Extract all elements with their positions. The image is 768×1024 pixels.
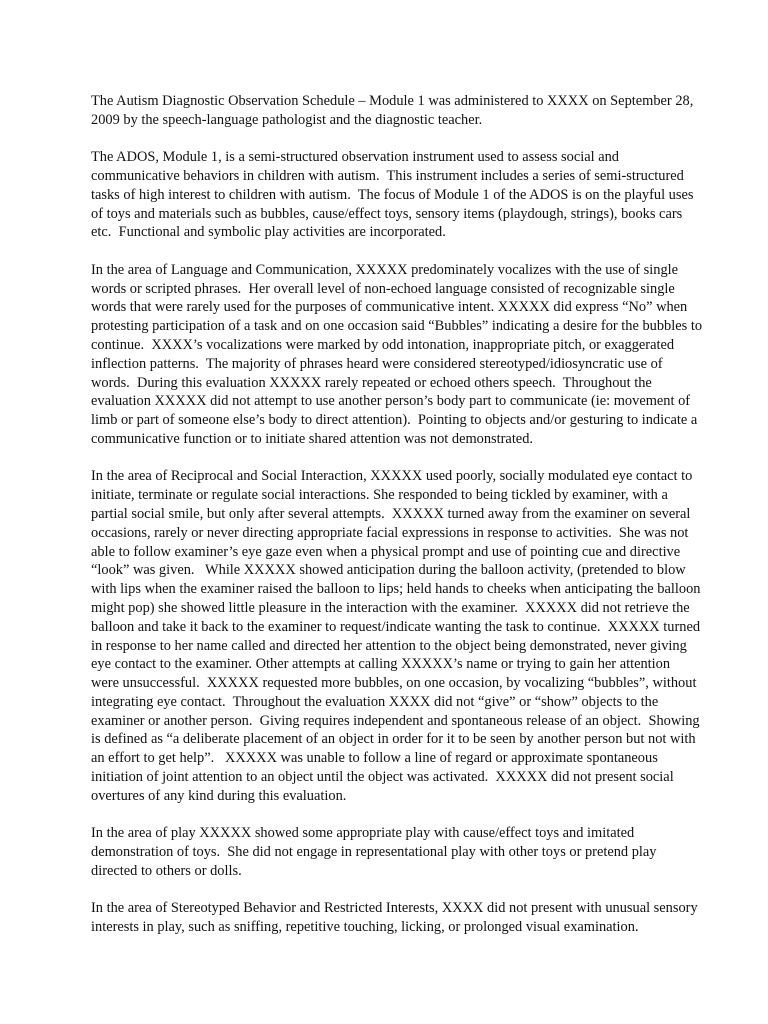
text-line: 2009 by the speech-language pathologist and the diagnostic teacher. [91, 111, 483, 128]
text-line: The ADOS, Module 1, is a semi-structured observation instrument used to assess social and [91, 149, 619, 166]
text-line: words. During this evaluation XXXXX rarely repeated or echoed others speech. Throughout the [91, 374, 652, 391]
text-line: evaluation XXXXX did not attempt to use another person’s body part to communicate (ie: movement of [91, 393, 691, 410]
text-line: communicative behaviors in children with autism. This instrument includes a series of semi-structured [91, 167, 684, 184]
text-line: integrating eye contact. Throughout the evaluation XXXX did not “give” or “show” objects to the [91, 693, 659, 710]
text-line: partial social smile, but only after several attempts. XXXXX turned away from the examiner on several [91, 505, 691, 522]
text-line: etc. Functional and symbolic play activities are incorporated. [91, 224, 446, 241]
text-line: In the area of Language and Communication, XXXXX predominately vocalizes with the use of single [91, 261, 679, 278]
text-line: limb or part of someone else’s body to direct attention). Pointing to objects and/or gesturing to indicate a [91, 412, 698, 429]
text-line: in response to her name called and directed her attention to the object being demonstrated, never giving [91, 637, 687, 654]
paragraph-social-interaction [91, 467, 701, 805]
text-line: balloon and take it back to the examiner to request/indicate wanting the task to continue. XXXXX turned [91, 618, 701, 635]
text-line: communicative function or to initiate shared attention was not demonstrated. [91, 430, 533, 447]
text-line: might pop) she showed little pleasure in the interaction with the examiner. XXXXX did not retrieve the [91, 599, 690, 616]
paragraph-language-communication [91, 261, 703, 449]
text-line: initiation of joint attention to an object until the object was activated. XXXXX did not present social [91, 769, 674, 786]
paragraph-play [91, 824, 688, 880]
text-line: tasks of high interest to children with autism. The focus of Module 1 of the ADOS is on the playful uses [91, 186, 694, 203]
paragraph-administration [91, 92, 694, 130]
text-line: with lips when the examiner raised the balloon to lips; held hands to cheeks when anticipating the balloon [91, 581, 701, 598]
paragraph-ados-description [91, 148, 694, 242]
text-line: directed to others or dolls. [91, 862, 242, 879]
text-line: continue. XXXX’s vocalizations were marked by odd intonation, inappropriate pitch, or exaggerated [91, 336, 675, 353]
text-line: an effort to get help”. XXXXX was unable to follow a line of regard or approximate spontaneous [91, 750, 658, 767]
text-line: In the area of Reciprocal and Social Interaction, XXXXX used poorly, socially modulated eye contact to [91, 468, 693, 485]
text-line: of toys and materials such as bubbles, cause/effect toys, sensory items (playdough, strings), books cars [91, 205, 683, 222]
text-line: interests in play, such as sniffing, repetitive touching, licking, or prolonged visual examination. [91, 919, 639, 936]
text-line: overtures of any kind during this evaluation. [91, 787, 347, 804]
text-line: initiate, terminate or regulate social interactions. She responded to being tickled by examiner, with a [91, 487, 668, 504]
text-line: is defined as “a deliberate placement of an object in order for it to be seen by another person but not with [91, 731, 696, 748]
text-line: inflection patterns. The majority of phrases heard were considered stereotyped/idiosyncratic use of [91, 355, 663, 372]
text-line: were unsuccessful. XXXXX requested more bubbles, on one occasion, by vocalizing “bubbles”, without [91, 675, 697, 692]
text-line: demonstration of toys. She did not engage in representational play with other toys or pretend play [91, 844, 657, 861]
text-line: The Autism Diagnostic Observation Schedule – Module 1 was administered to XXXX on September 28, [91, 93, 694, 109]
text-line: occasions, rarely or never directing appropriate facial expressions in response to activities. She was not [91, 524, 689, 541]
text-line: words that were rarely used for the purposes of communicative intent. XXXXX did express “No” when [91, 299, 688, 316]
text-line: In the area of Stereotyped Behavior and Restricted Interests, XXXX did not present with unusual sensory [91, 900, 698, 917]
paragraph-stereotyped-behavior [91, 899, 698, 937]
text-line: protesting participation of a task and on one occasion said “Bubbles” indicating a desire for the bubbles to [91, 318, 703, 335]
text-line: examiner or another person. Giving requires independent and spontaneous release of an object. Showing [91, 712, 700, 729]
text-line: “look” was given. While XXXXX showed anticipation during the balloon activity, (pretended to blow [91, 562, 686, 579]
text-line: eye contact to the examiner. Other attempts at calling XXXXX’s name or trying to gain her attention [91, 656, 671, 673]
text-line: In the area of play XXXXX showed some appropriate play with cause/effect toys and imitated [91, 825, 635, 842]
text-line: words or scripted phrases. Her overall level of non-echoed language consisted of recognizable single [91, 280, 675, 297]
text-line: able to follow examiner’s eye gaze even when a physical prompt and use of pointing cue and directive [91, 543, 681, 560]
